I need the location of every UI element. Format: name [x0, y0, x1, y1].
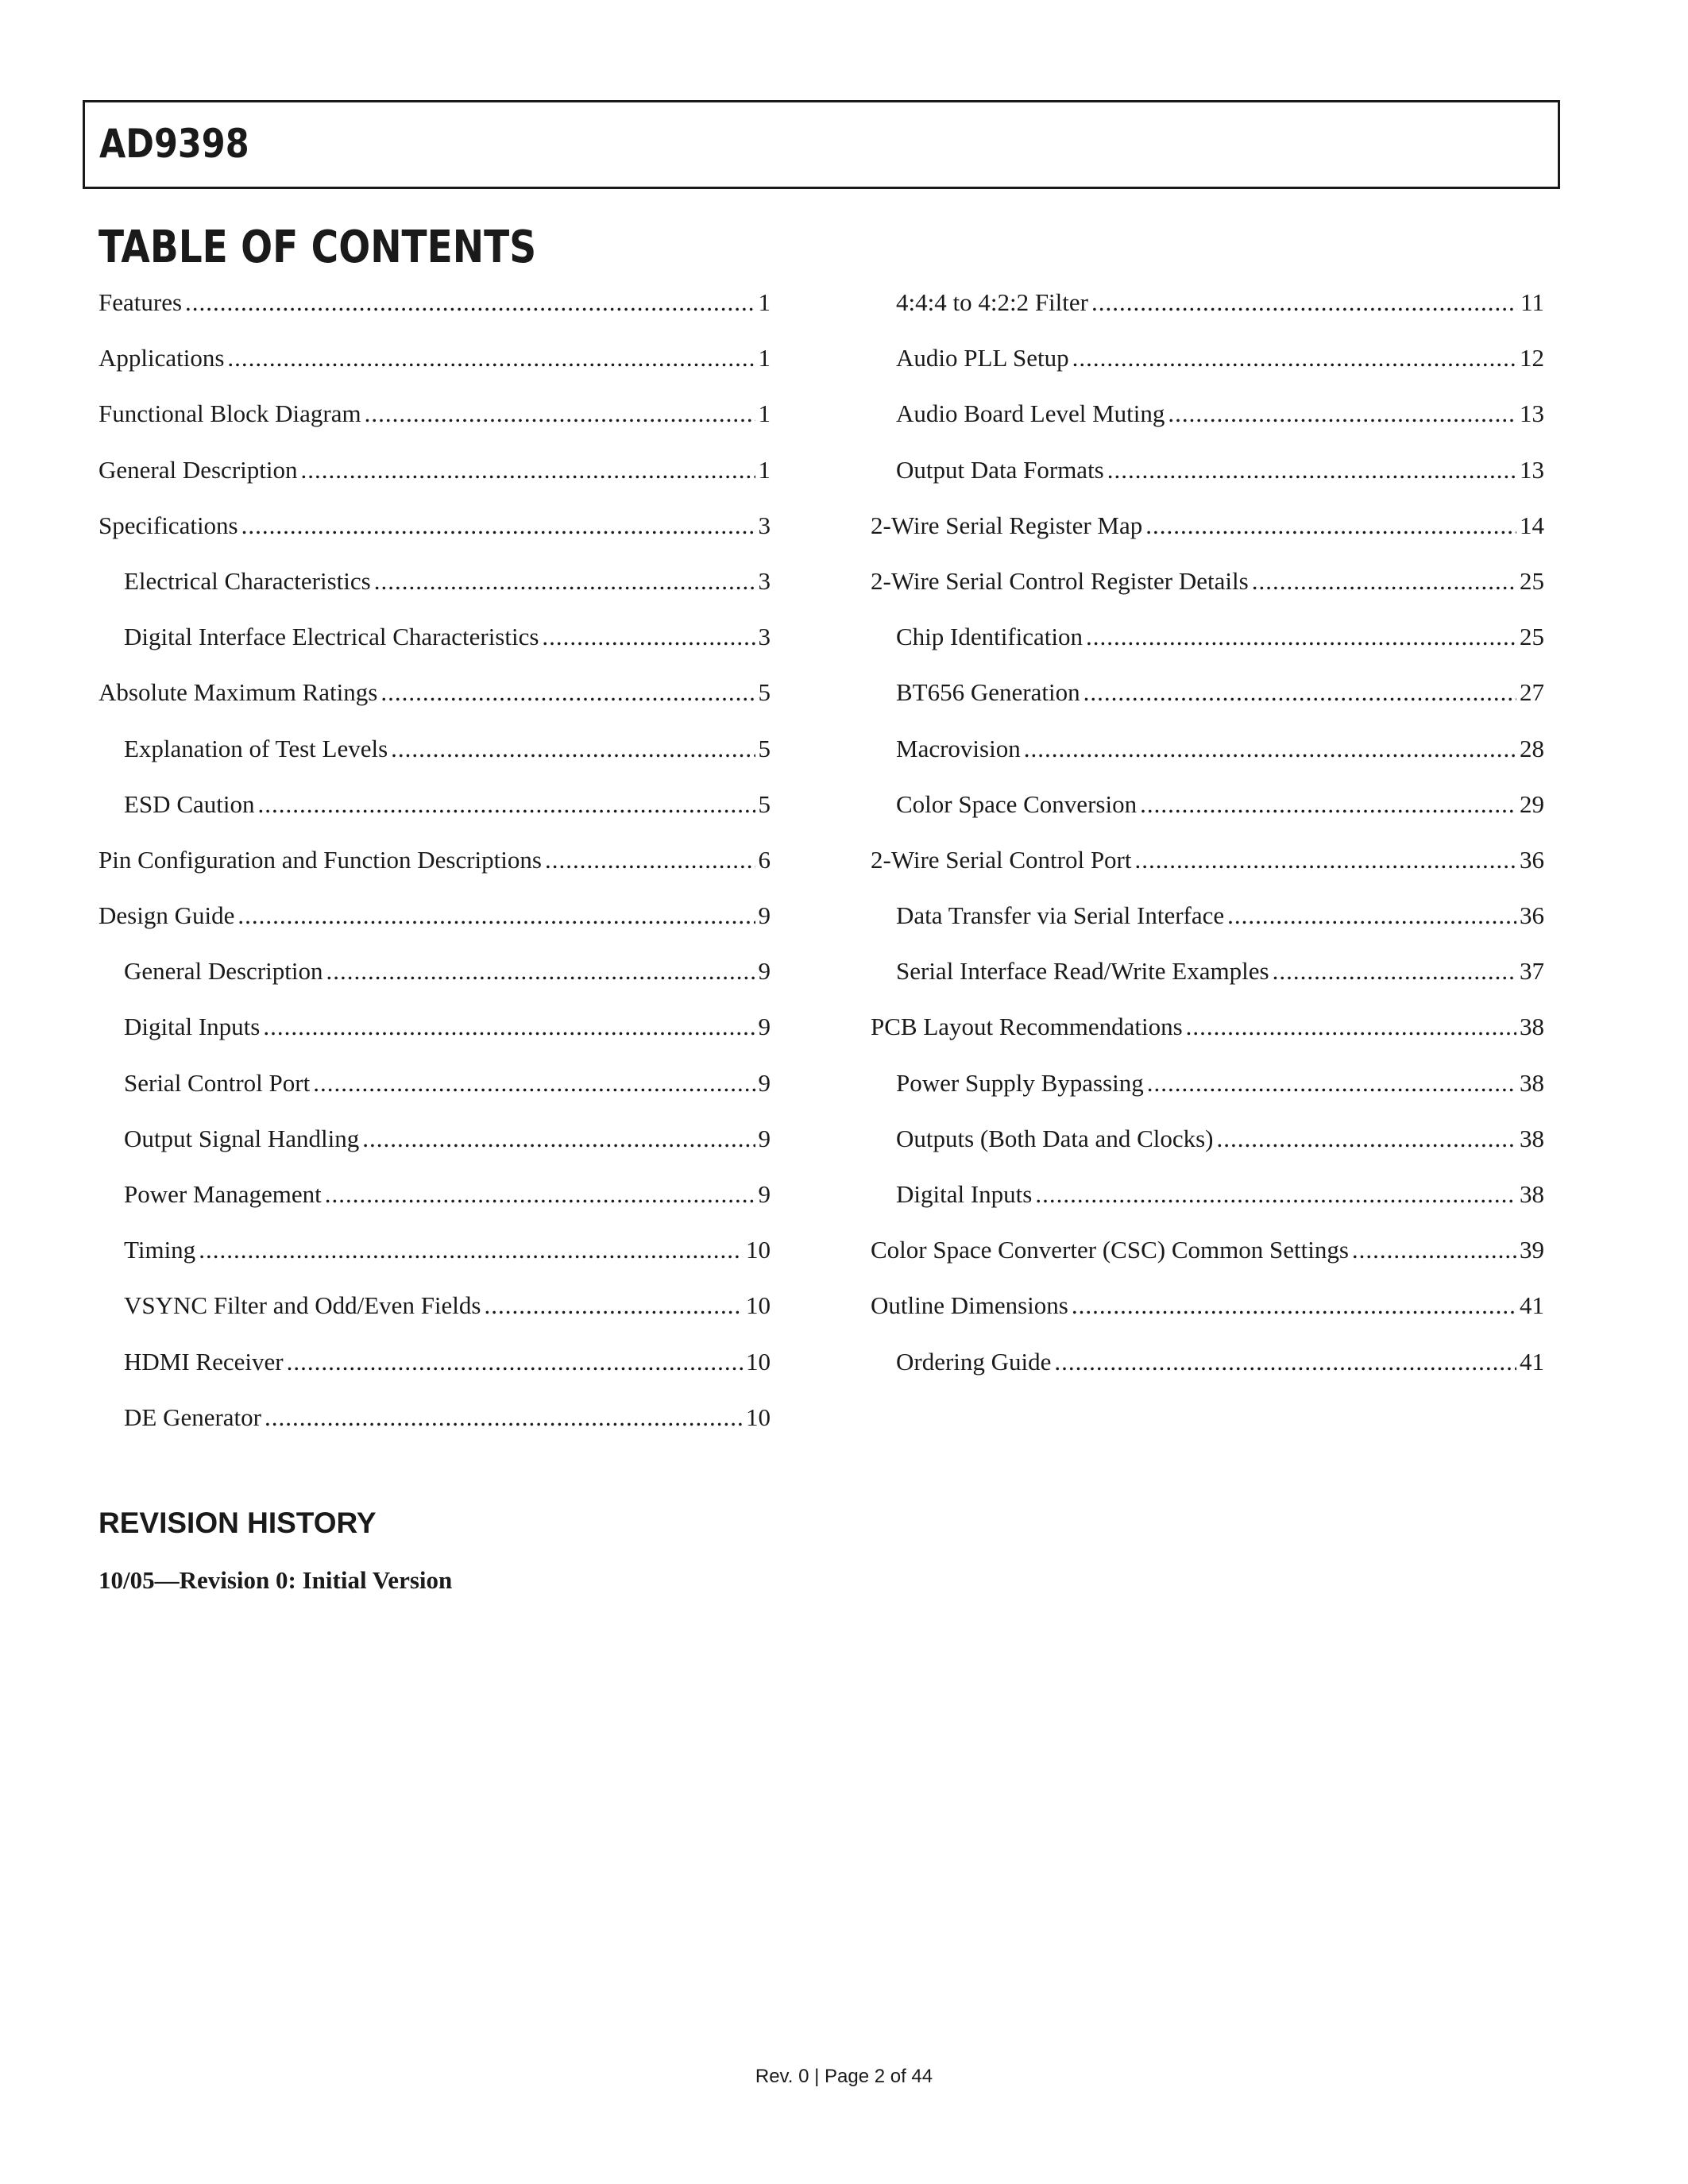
toc-entry-label: Applications: [98, 344, 225, 372]
toc-entry-page: 28: [1520, 734, 1544, 762]
toc-entry-page: 10: [746, 1291, 771, 1320]
toc-entry-page: 9: [758, 1013, 771, 1041]
toc-entry[interactable]: [98, 1175, 771, 1230]
toc-leader-dots: [1217, 1119, 1516, 1159]
toc-entry[interactable]: [871, 1230, 1544, 1286]
toc-title: TABLE OF CONTENTS: [98, 222, 537, 273]
toc-leader-dots: [1273, 951, 1516, 991]
toc-entry-page: 27: [1520, 678, 1544, 707]
toc-entry-page: 9: [758, 957, 771, 986]
toc-leader-dots: [380, 673, 755, 712]
toc-entry-label: Color Space Converter (CSC) Common Settings: [871, 1236, 1349, 1264]
toc-entry[interactable]: [871, 450, 1544, 506]
toc-entry-page: 38: [1520, 1180, 1544, 1208]
toc-entry[interactable]: [871, 673, 1544, 728]
toc-entry[interactable]: [871, 1286, 1544, 1341]
toc-entry[interactable]: [98, 673, 771, 728]
toc-entry-page: 13: [1520, 399, 1544, 428]
toc-entry-label: Power Supply Bypassing: [896, 1068, 1144, 1097]
toc-entry-label: Chip Identification: [896, 623, 1083, 651]
toc-entry-page: 9: [758, 1124, 771, 1152]
toc-leader-dots: [1135, 840, 1517, 880]
toc-entry[interactable]: [98, 951, 771, 1007]
toc-entry-page: 1: [758, 399, 771, 428]
toc-entry[interactable]: [98, 1398, 771, 1453]
toc-entry-label: Digital Inputs: [896, 1180, 1033, 1208]
toc-entry[interactable]: [98, 617, 771, 673]
toc-leader-dots: [1147, 1063, 1516, 1103]
toc-entry-page: 9: [758, 901, 771, 930]
toc-entry[interactable]: [98, 450, 771, 506]
toc-leader-dots: [326, 951, 755, 991]
toc-entry[interactable]: [871, 283, 1544, 338]
toc-leader-dots: [1035, 1175, 1516, 1214]
toc-leader-dots: [1252, 561, 1516, 601]
toc-entry[interactable]: [98, 1230, 771, 1286]
toc-entry-label: Absolute Maximum Ratings: [98, 678, 378, 707]
toc-entry[interactable]: [871, 1342, 1544, 1398]
toc-leader-dots: [391, 729, 755, 769]
toc-leader-dots: [374, 561, 755, 601]
toc-leader-dots: [1024, 729, 1516, 769]
toc-leader-dots: [1145, 506, 1516, 546]
page-footer: Rev. 0 | Page 2 of 44: [755, 2066, 933, 2087]
toc-entry-page: 10: [746, 1236, 771, 1264]
toc-entry[interactable]: [871, 1119, 1544, 1175]
toc-leader-dots: [1083, 673, 1516, 712]
toc-entry-page: 14: [1520, 511, 1544, 539]
revision-entry: 10/05—Revision 0: Initial Version: [98, 1566, 453, 1594]
toc-leader-dots: [238, 896, 755, 936]
toc-entry-label: General Description: [98, 455, 298, 484]
toc-entry-page: 25: [1520, 566, 1544, 595]
toc-leader-dots: [257, 785, 755, 824]
toc-entry-page: 12: [1520, 344, 1544, 372]
toc-entry-page: 9: [758, 1180, 771, 1208]
toc-entry-label: Audio Board Level Muting: [896, 399, 1165, 428]
toc-entry-label: Specifications: [98, 511, 238, 539]
toc-entry-page: 38: [1520, 1068, 1544, 1097]
toc-entry-label: HDMI Receiver: [124, 1347, 284, 1376]
toc-entry-label: 2-Wire Serial Register Map: [871, 511, 1143, 539]
toc-entry-label: Digital Interface Electrical Characteristics: [124, 623, 539, 651]
toc-entry-page: 41: [1520, 1291, 1544, 1320]
toc-entry-page: 6: [758, 845, 771, 874]
toc-entry-label: Outline Dimensions: [871, 1291, 1068, 1320]
toc-leader-dots: [1091, 283, 1517, 322]
toc-leader-dots: [1186, 1007, 1516, 1047]
toc-entry[interactable]: [98, 1119, 771, 1175]
toc-leader-dots: [1086, 617, 1516, 657]
toc-entry[interactable]: [98, 785, 771, 840]
toc-entry[interactable]: [871, 729, 1544, 785]
toc-entry-label: Power Management: [124, 1180, 322, 1208]
toc-entry-page: 41: [1520, 1347, 1544, 1376]
toc-entry[interactable]: [871, 896, 1544, 951]
toc-entry-label: Audio PLL Setup: [896, 344, 1069, 372]
toc-leader-dots: [287, 1342, 743, 1382]
toc-entry-page: 10: [746, 1347, 771, 1376]
toc-leader-dots: [199, 1230, 743, 1270]
toc-entry[interactable]: [98, 840, 771, 896]
toc-entry-label: 2-Wire Serial Control Register Details: [871, 566, 1249, 595]
toc-entry[interactable]: [871, 1063, 1544, 1119]
toc-entry-label: Design Guide: [98, 901, 235, 930]
toc-entry[interactable]: [98, 1007, 771, 1063]
toc-entry-label: BT656 Generation: [896, 678, 1080, 707]
toc-entry[interactable]: [98, 338, 771, 394]
toc-leader-dots: [265, 1398, 743, 1437]
toc-leader-dots: [1227, 896, 1516, 936]
toc-entry-label: Serial Interface Read/Write Examples: [896, 957, 1269, 986]
toc-entry-page: 1: [758, 288, 771, 316]
toc-leader-dots: [1054, 1342, 1516, 1382]
toc-entry-label: Macrovision: [896, 734, 1021, 762]
toc-leader-dots: [485, 1286, 744, 1325]
toc-entry[interactable]: [98, 283, 771, 338]
toc-entry[interactable]: [98, 729, 771, 785]
toc-entry-label: Explanation of Test Levels: [124, 734, 388, 762]
toc-leader-dots: [325, 1175, 755, 1214]
toc-leader-dots: [362, 1119, 755, 1159]
toc-entry[interactable]: [871, 1007, 1544, 1063]
product-name: AD9398: [99, 121, 249, 167]
toc-entry-page: 37: [1520, 957, 1544, 986]
toc-leader-dots: [313, 1063, 755, 1103]
toc-entry[interactable]: [871, 840, 1544, 896]
toc-entry-label: Ordering Guide: [896, 1347, 1052, 1376]
toc-entry-page: 1: [758, 455, 771, 484]
toc-entry[interactable]: [871, 951, 1544, 1007]
toc-entry-label: VSYNC Filter and Odd/Even Fields: [124, 1291, 481, 1320]
toc-entry[interactable]: [98, 561, 771, 617]
toc-leader-dots: [1107, 450, 1516, 490]
toc-leader-dots: [1168, 394, 1516, 434]
toc-entry-page: 38: [1520, 1013, 1544, 1041]
toc-leader-dots: [1352, 1230, 1516, 1270]
toc-entry-label: Functional Block Diagram: [98, 399, 361, 428]
toc-entry-label: Pin Configuration and Function Descriptions: [98, 845, 542, 874]
toc-left-column: [98, 283, 771, 1453]
toc-entry[interactable]: [871, 506, 1544, 561]
toc-entry[interactable]: [98, 1063, 771, 1119]
toc-entry-page: 5: [758, 678, 771, 707]
toc-entry[interactable]: [871, 617, 1544, 673]
toc-entry-label: General Description: [124, 957, 323, 986]
toc-entry-page: 29: [1520, 789, 1544, 818]
toc-leader-dots: [542, 617, 755, 657]
toc-entry-page: 36: [1520, 845, 1544, 874]
document-header: [83, 100, 1560, 189]
toc-leader-dots: [545, 840, 755, 880]
toc-entry[interactable]: [98, 1342, 771, 1398]
toc-entry[interactable]: [871, 785, 1544, 840]
toc-entry-page: 11: [1520, 288, 1544, 316]
toc-entry[interactable]: [871, 1175, 1544, 1230]
toc-leader-dots: [1072, 1286, 1516, 1325]
toc-entry[interactable]: [871, 394, 1544, 450]
toc-entry-label: DE Generator: [124, 1403, 261, 1431]
toc-entry-label: 4:4:4 to 4:2:2 Filter: [896, 288, 1088, 316]
toc-entry[interactable]: [871, 338, 1544, 394]
toc-entry[interactable]: [98, 1286, 771, 1341]
toc-entry-label: Electrical Characteristics: [124, 566, 371, 595]
toc-entry-label: Serial Control Port: [124, 1068, 311, 1097]
toc-entry[interactable]: [98, 896, 771, 951]
toc-entry-label: Output Signal Handling: [124, 1124, 360, 1152]
toc-entry-page: 1: [758, 344, 771, 372]
toc-entry-label: 2-Wire Serial Control Port: [871, 845, 1132, 874]
toc-entry-label: Color Space Conversion: [896, 789, 1138, 818]
toc-entry-label: Output Data Formats: [896, 455, 1104, 484]
toc-leader-dots: [241, 506, 755, 546]
toc-leader-dots: [185, 283, 755, 322]
toc-entry-label: ESD Caution: [124, 789, 255, 818]
toc-entry-label: Timing: [124, 1236, 196, 1264]
toc-leader-dots: [227, 338, 755, 378]
toc-entry[interactable]: [98, 394, 771, 450]
toc-entry-page: 13: [1520, 455, 1544, 484]
toc-leader-dots: [300, 450, 755, 490]
toc-entry-page: 10: [746, 1403, 771, 1431]
toc-entry[interactable]: [871, 561, 1544, 617]
toc-entry-page: 5: [758, 789, 771, 818]
revision-history-title: REVISION HISTORY: [98, 1507, 377, 1539]
toc-entry-page: 39: [1520, 1236, 1544, 1264]
toc-leader-dots: [263, 1007, 755, 1047]
toc-entry-label: Digital Inputs: [124, 1013, 261, 1041]
toc-leader-dots: [1140, 785, 1516, 824]
toc-entry-page: 3: [758, 623, 771, 651]
toc-right-column: [871, 283, 1544, 1398]
toc-entry[interactable]: [98, 506, 771, 561]
toc-leader-dots: [365, 394, 755, 434]
toc-entry-page: 25: [1520, 623, 1544, 651]
toc-entry-page: 3: [758, 566, 771, 595]
toc-entry-page: 36: [1520, 901, 1544, 930]
toc-entry-label: Features: [98, 288, 183, 316]
toc-entry-page: 9: [758, 1068, 771, 1097]
toc-entry-label: Outputs (Both Data and Clocks): [896, 1124, 1214, 1152]
toc-leader-dots: [1072, 338, 1516, 378]
toc-entry-page: 3: [758, 511, 771, 539]
toc-entry-page: 38: [1520, 1124, 1544, 1152]
toc-entry-page: 5: [758, 734, 771, 762]
toc-entry-label: PCB Layout Recommendations: [871, 1013, 1183, 1041]
toc-entry-label: Data Transfer via Serial Interface: [896, 901, 1225, 930]
